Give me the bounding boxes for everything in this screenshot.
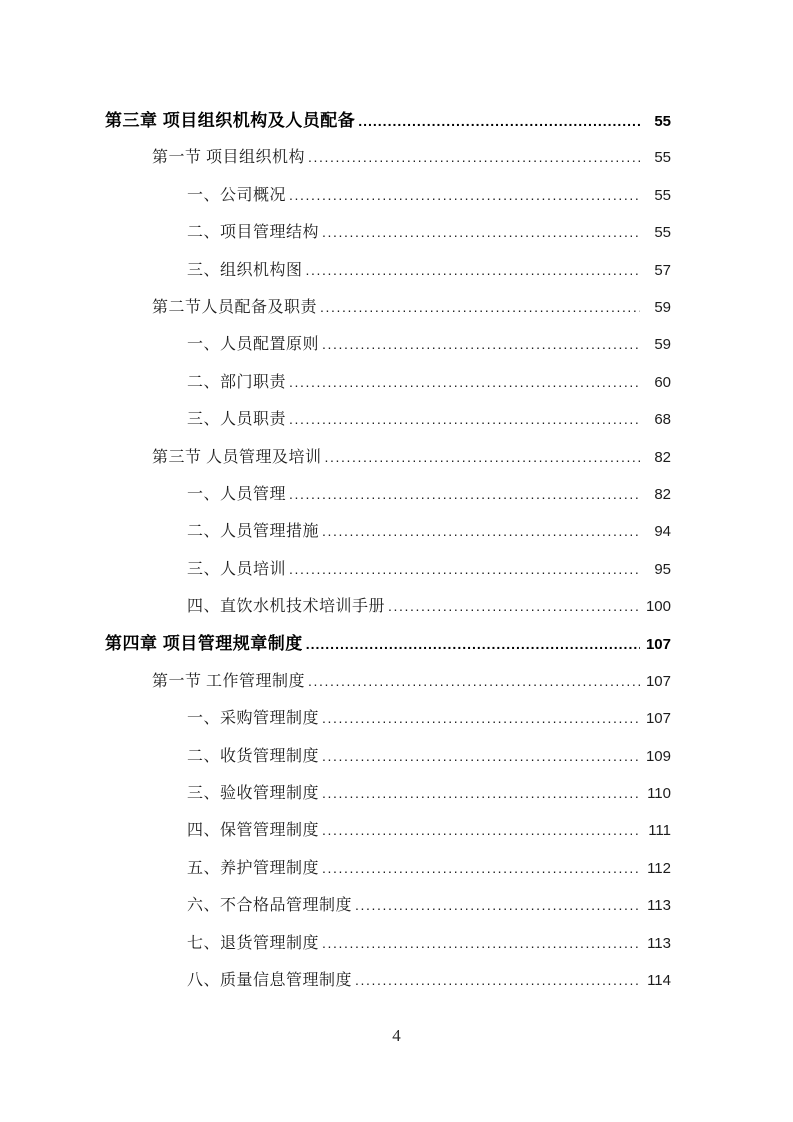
toc-entry-title: 一、公司概况 bbox=[187, 186, 287, 204]
toc-dot-leader bbox=[322, 700, 640, 737]
toc-entry[interactable] bbox=[105, 663, 671, 700]
toc-entry[interactable] bbox=[105, 139, 671, 176]
toc-entry-page: 113 bbox=[647, 934, 671, 952]
toc-entry-page: 100 bbox=[645, 598, 671, 616]
toc-entry[interactable] bbox=[105, 513, 671, 550]
toc-entry-page: 113 bbox=[647, 897, 671, 915]
toc-entry-page: 55 bbox=[654, 224, 671, 242]
toc-dot-leader bbox=[306, 252, 640, 289]
toc-entry-title: 第一节 工作管理制度 bbox=[152, 672, 306, 690]
toc-dot-leader bbox=[289, 364, 640, 401]
toc-entry-title: 第四章 项目管理规章制度 bbox=[105, 634, 303, 654]
toc-entry-title: 三、人员培训 bbox=[187, 560, 287, 578]
toc-entry-page: 95 bbox=[654, 560, 671, 578]
toc-entry[interactable] bbox=[105, 439, 671, 476]
toc-entry-title: 八、质量信息管理制度 bbox=[187, 971, 353, 989]
toc-dot-leader bbox=[289, 177, 640, 214]
toc-dot-leader bbox=[320, 289, 640, 326]
toc-entry-page: 111 bbox=[648, 822, 671, 840]
toc-entry-title: 二、人员管理措施 bbox=[187, 523, 320, 541]
toc-dot-leader bbox=[388, 588, 640, 625]
toc-entry-page: 55 bbox=[654, 186, 671, 204]
toc-entry-title: 三、组织机构图 bbox=[187, 261, 303, 279]
toc-entry-page: 59 bbox=[654, 298, 671, 316]
toc-entry-title: 第三章 项目组织机构及人员配备 bbox=[105, 111, 356, 130]
toc-entry-page: 82 bbox=[654, 448, 671, 466]
toc-entry[interactable] bbox=[105, 214, 671, 251]
toc-entry-title: 一、人员配置原则 bbox=[187, 336, 320, 354]
toc-entry-title: 四、保管管理制度 bbox=[187, 822, 320, 840]
toc-entry-page: 109 bbox=[645, 747, 671, 765]
toc-entry[interactable] bbox=[105, 102, 671, 139]
toc-entry-title: 三、验收管理制度 bbox=[187, 785, 320, 803]
toc-dot-leader bbox=[322, 775, 640, 812]
toc-entry[interactable] bbox=[105, 177, 671, 214]
toc-entry[interactable] bbox=[105, 738, 671, 775]
toc-dot-leader bbox=[355, 887, 640, 924]
toc-entry[interactable] bbox=[105, 326, 671, 363]
toc-entry[interactable] bbox=[105, 551, 671, 588]
toc-entry-title: 第二节人员配备及职责 bbox=[152, 298, 318, 316]
toc-entry-page: 55 bbox=[654, 113, 671, 130]
toc-dot-leader bbox=[289, 551, 640, 588]
toc-dot-leader bbox=[358, 102, 640, 140]
toc-entry[interactable] bbox=[105, 625, 671, 662]
toc-entry-page: 110 bbox=[647, 785, 671, 803]
toc-dot-leader bbox=[308, 663, 640, 700]
toc-entry[interactable] bbox=[105, 588, 671, 625]
toc-entry-page: 94 bbox=[654, 523, 671, 541]
toc-entry-page: 55 bbox=[654, 149, 671, 167]
toc-entry-page: 82 bbox=[654, 485, 671, 503]
toc-dot-leader bbox=[322, 850, 640, 887]
toc-entry-title: 第三节 人员管理及培训 bbox=[152, 448, 322, 466]
toc-entry-page: 60 bbox=[654, 373, 671, 391]
toc-entry[interactable] bbox=[105, 962, 671, 999]
toc-dot-leader bbox=[289, 401, 640, 438]
toc-dot-leader bbox=[322, 214, 640, 251]
toc-entry-page: 68 bbox=[654, 411, 671, 429]
toc-entry[interactable] bbox=[105, 476, 671, 513]
toc-entry-page: 107 bbox=[645, 710, 671, 728]
toc-entry-title: 二、项目管理结构 bbox=[187, 224, 320, 242]
toc-entry-title: 七、退货管理制度 bbox=[187, 934, 320, 952]
toc-entry[interactable] bbox=[105, 700, 671, 737]
toc-entry[interactable] bbox=[105, 850, 671, 887]
toc-dot-leader bbox=[289, 476, 640, 513]
toc-dot-leader bbox=[322, 812, 640, 849]
toc-entry-title: 一、采购管理制度 bbox=[187, 710, 320, 728]
toc-entry[interactable] bbox=[105, 364, 671, 401]
toc-entry-title: 二、部门职责 bbox=[187, 373, 287, 391]
toc-entry-title: 三、人员职责 bbox=[187, 411, 287, 429]
toc-dot-leader bbox=[322, 738, 640, 775]
toc-dot-leader bbox=[322, 513, 640, 550]
toc-entry-title: 第一节 项目组织机构 bbox=[152, 149, 306, 167]
page-number: 4 bbox=[392, 1026, 401, 1045]
toc-entry[interactable] bbox=[105, 887, 671, 924]
toc-entry[interactable] bbox=[105, 775, 671, 812]
toc-entry[interactable] bbox=[105, 252, 671, 289]
toc-entry[interactable] bbox=[105, 401, 671, 438]
toc-list bbox=[105, 102, 671, 999]
toc-entry-title: 二、收货管理制度 bbox=[187, 747, 320, 765]
toc-entry[interactable] bbox=[105, 289, 671, 326]
toc-entry-title: 六、不合格品管理制度 bbox=[187, 897, 353, 915]
toc-entry-page: 107 bbox=[645, 672, 671, 690]
toc-entry-page: 107 bbox=[645, 636, 671, 654]
toc-dot-leader bbox=[308, 139, 640, 176]
toc-entry-title: 四、直饮水机技术培训手册 bbox=[187, 598, 386, 616]
toc-dot-leader bbox=[322, 326, 640, 363]
toc-entry[interactable] bbox=[105, 925, 671, 962]
toc-entry[interactable] bbox=[105, 812, 671, 849]
toc-entry-title: 五、养护管理制度 bbox=[187, 859, 320, 877]
toc-dot-leader bbox=[325, 439, 640, 476]
toc-dot-leader bbox=[322, 925, 640, 962]
toc-dot-leader bbox=[355, 962, 640, 999]
toc-entry-page: 112 bbox=[647, 859, 671, 877]
toc-entry-title: 一、人员管理 bbox=[187, 485, 287, 503]
toc-entry-page: 114 bbox=[647, 971, 671, 989]
toc-dot-leader bbox=[306, 625, 640, 663]
toc-entry-page: 59 bbox=[654, 336, 671, 354]
toc-entry-page: 57 bbox=[654, 261, 671, 279]
